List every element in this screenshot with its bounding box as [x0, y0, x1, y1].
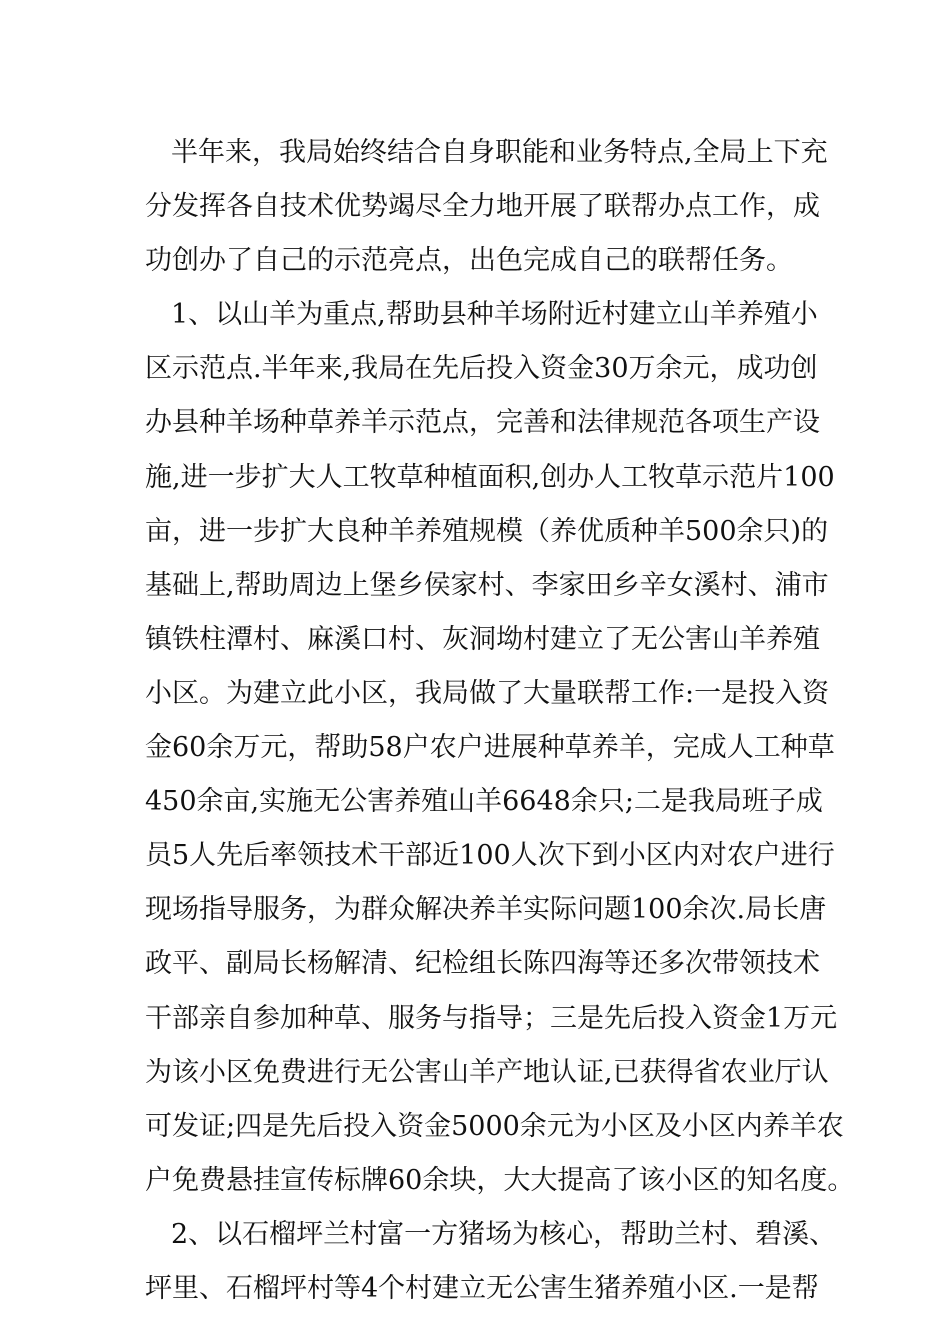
text-line-13: 450余亩,实施无公害养殖山羊6648余只;二是我局班子成: [145, 786, 823, 818]
body-text: [145, 126, 855, 1316]
text-line-7: 施,进一步扩大人工牧草种植面积,创办人工牧草示范片100: [145, 461, 835, 493]
text-line-3: 功创办了自己的示范亮点，出色完成自己的联帮任务。: [145, 245, 793, 277]
text-line-19: 可发证;四是先后投入资金5000余元为小区及小区内养羊农: [145, 1110, 844, 1142]
text-line-16: 政平、副局长杨解清、纪检组长陈四海等还多次带领技术: [145, 948, 820, 980]
text-line-14: 员5人先后率领技术干部近100人次下到小区内对农户进行: [145, 840, 835, 872]
text-line-17: 干部亲自参加种草、服务与指导；三是先后投入资金1万元: [145, 1002, 838, 1034]
text-line-5: 区示范点.半年来,我局在先后投入资金30万余元，成功创: [145, 353, 818, 385]
text-line-11: 小区。为建立此小区，我局做了大量联帮工作:一是投入资: [145, 677, 830, 709]
text-line-20: 户免费悬挂宣传标牌60余块，大大提高了该小区的知名度。: [145, 1164, 855, 1196]
text-line-22: 坪里、石榴坪村等4个村建立无公害生猪养殖小区.一是帮: [145, 1272, 819, 1304]
text-line-10: 镇铁柱潭村、麻溪口村、灰洞坳村建立了无公害山羊养殖: [145, 623, 820, 655]
text-line-8: 亩，进一步扩大良种羊养殖规模（养优质种羊500余只)的: [145, 515, 829, 547]
text-line-6: 办县种羊场种草养羊示范点，完善和法律规范各项生产设: [145, 407, 820, 439]
text-line-1: 半年来，我局始终结合自身职能和业务特点,全局上下充: [171, 137, 828, 168]
text-line-4: 1、以山羊为重点,帮助县种羊场附近村建立山羊养殖小: [171, 299, 818, 331]
text-line-2: 分发挥各自技术优势竭尽全力地开展了联帮办点工作，成: [145, 191, 820, 223]
text-line-18: 为该小区免费进行无公害山羊产地认证,已获得省农业厅认: [145, 1056, 829, 1088]
text-line-15: 现场指导服务，为群众解决养羊实际问题100余次.局长唐: [145, 894, 827, 926]
text-line-9: 基础上,帮助周边上堡乡侯家村、李家田乡辛女溪村、浦市: [145, 569, 829, 601]
text-line-21: 2、以石榴坪兰村富一方猪场为核心，帮助兰村、碧溪、: [171, 1218, 837, 1250]
text-line-12: 金60余万元，帮助58户农户进展种草养羊，完成人工种草: [145, 732, 835, 764]
